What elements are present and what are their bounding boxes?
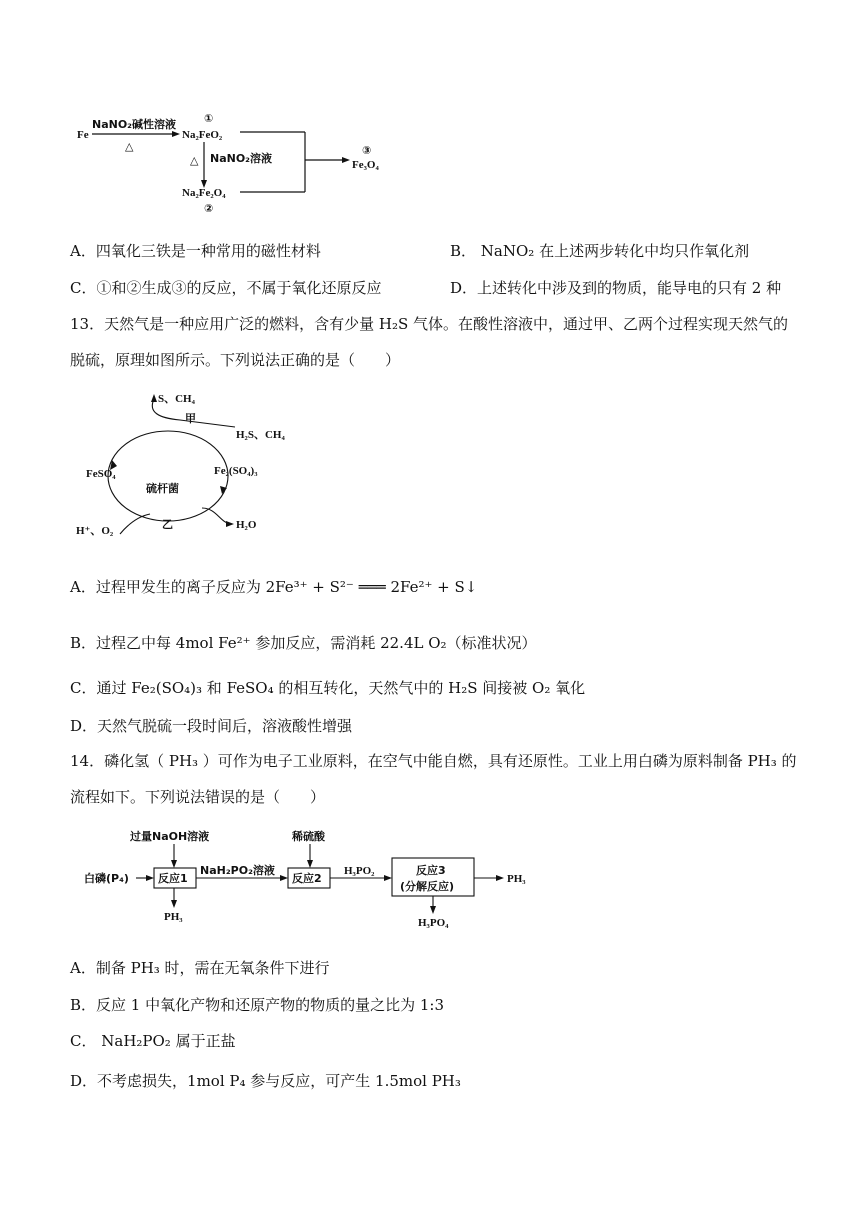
q13-diagram <box>70 382 320 542</box>
q12-fe: Fe <box>77 129 89 141</box>
q12-circle2: ② <box>204 202 214 215</box>
q12-heat1: △ <box>125 140 134 153</box>
q13-option-c: C．通过 Fe₂(SO₄)₃ 和 FeSO₄ 的相互转化，天然气中的 H₂S 间接被 O₂ 氧化 <box>70 679 586 697</box>
q13-h2s-ch4: H₂S、CH₄ <box>236 429 285 441</box>
q12-reagent1: NaNO₂碱性溶液 <box>92 118 177 131</box>
q14-option-c: C． NaH₂PO₂ 属于正盐 <box>70 1032 236 1050</box>
q12-option-a: A．四氧化三铁是一种常用的磁性材料 <box>70 242 321 260</box>
q14-option-a: A．制备 PH₃ 时，需在无氧条件下进行 <box>70 959 330 977</box>
q13-yi: 乙 <box>162 518 173 531</box>
q12-diagram <box>60 100 400 220</box>
q13-stem-line2: 脱硫，原理如图所示。下列说法正确的是（ ） <box>70 351 401 369</box>
q14-option-b: B．反应 1 中氧化产物和还原产物的物质的量之比为 1:3 <box>70 996 445 1014</box>
q12-heat2: △ <box>190 154 199 167</box>
q14-r2: 反应2 <box>292 872 322 885</box>
q12-circle1: ① <box>204 112 214 125</box>
q13-h2o: H₂O <box>236 519 257 531</box>
q14-ph3a: PH₃ <box>164 911 183 923</box>
q14-r3a: 反应3 <box>416 864 446 877</box>
q13-s-ch4: S、CH₄ <box>158 393 195 405</box>
q14-h3po4: H₃PO₄ <box>418 917 449 929</box>
q14-r1: 反应1 <box>158 872 188 885</box>
q14-option-d: D．不考虑损失，1mol P₄ 参与反应，可产生 1.5mol PH₃ <box>70 1072 461 1090</box>
q14-ph3b: PH₃ <box>507 873 526 885</box>
q14-nah2po2: NaH₂PO₂溶液 <box>200 864 275 877</box>
q12-circle3: ③ <box>362 144 372 157</box>
q12-option-d: D．上述转化中涉及到的物质，能导电的只有 2 种 <box>450 279 782 297</box>
q13-stem-line1: 13．天然气是一种应用广泛的燃料，含有少量 H₂S 气体。在酸性溶液中，通过甲、乙两个过程实现天然气的 <box>70 315 788 333</box>
q13-bacteria: 硫杆菌 <box>146 482 179 495</box>
q13-option-a: A．过程甲发生的离子反应为 2Fe³⁺ + S²⁻ ═══ 2Fe²⁺ + S↓ <box>70 578 478 596</box>
q13-h-o2: H⁺、O₂ <box>76 525 114 537</box>
q14-flowchart <box>84 822 544 934</box>
q13-option-b: B．过程乙中每 4mol Fe²⁺ 参加反应，需消耗 22.4L O₂（标准状况） <box>70 634 537 652</box>
q12-option-c: C．①和②生成③的反应，不属于氧化还原反应 <box>70 279 382 297</box>
q13-fe2so43: Fe₂(SO₄)₃ <box>214 465 258 477</box>
q14-stem-line2: 流程如下。下列说法错误的是（ ） <box>70 788 326 806</box>
q13-jia: 甲 <box>185 412 196 425</box>
q14-stem-line1: 14．磷化氢（ PH₃ ）可作为电子工业原料，在空气中能自燃，具有还原性。工业上用白磷为原料制备 PH₃ 的 <box>70 752 797 770</box>
q12-na2feo2: Na₂FeO₂ <box>182 129 223 141</box>
q13-feso4: FeSO₄ <box>86 468 116 480</box>
q12-fe3o4: Fe₃O₄ <box>352 159 379 171</box>
q12-reagent2: NaNO₂溶液 <box>210 152 273 165</box>
q14-h3po2: H₃PO₂ <box>344 865 375 877</box>
q13-option-d: D．天然气脱硫一段时间后，溶液酸性增强 <box>70 717 353 735</box>
q14-h2so4: 稀硫酸 <box>292 830 325 843</box>
q12-option-b: B． NaNO₂ 在上述两步转化中均只作氧化剂 <box>450 242 750 260</box>
q14-start: 白磷(P₄) <box>84 872 129 885</box>
q14-naoh: 过量NaOH溶液 <box>130 830 210 843</box>
q14-r3b: (分解反应) <box>400 880 455 893</box>
q12-na2fe2o4: Na₂Fe₂O₄ <box>182 187 226 199</box>
